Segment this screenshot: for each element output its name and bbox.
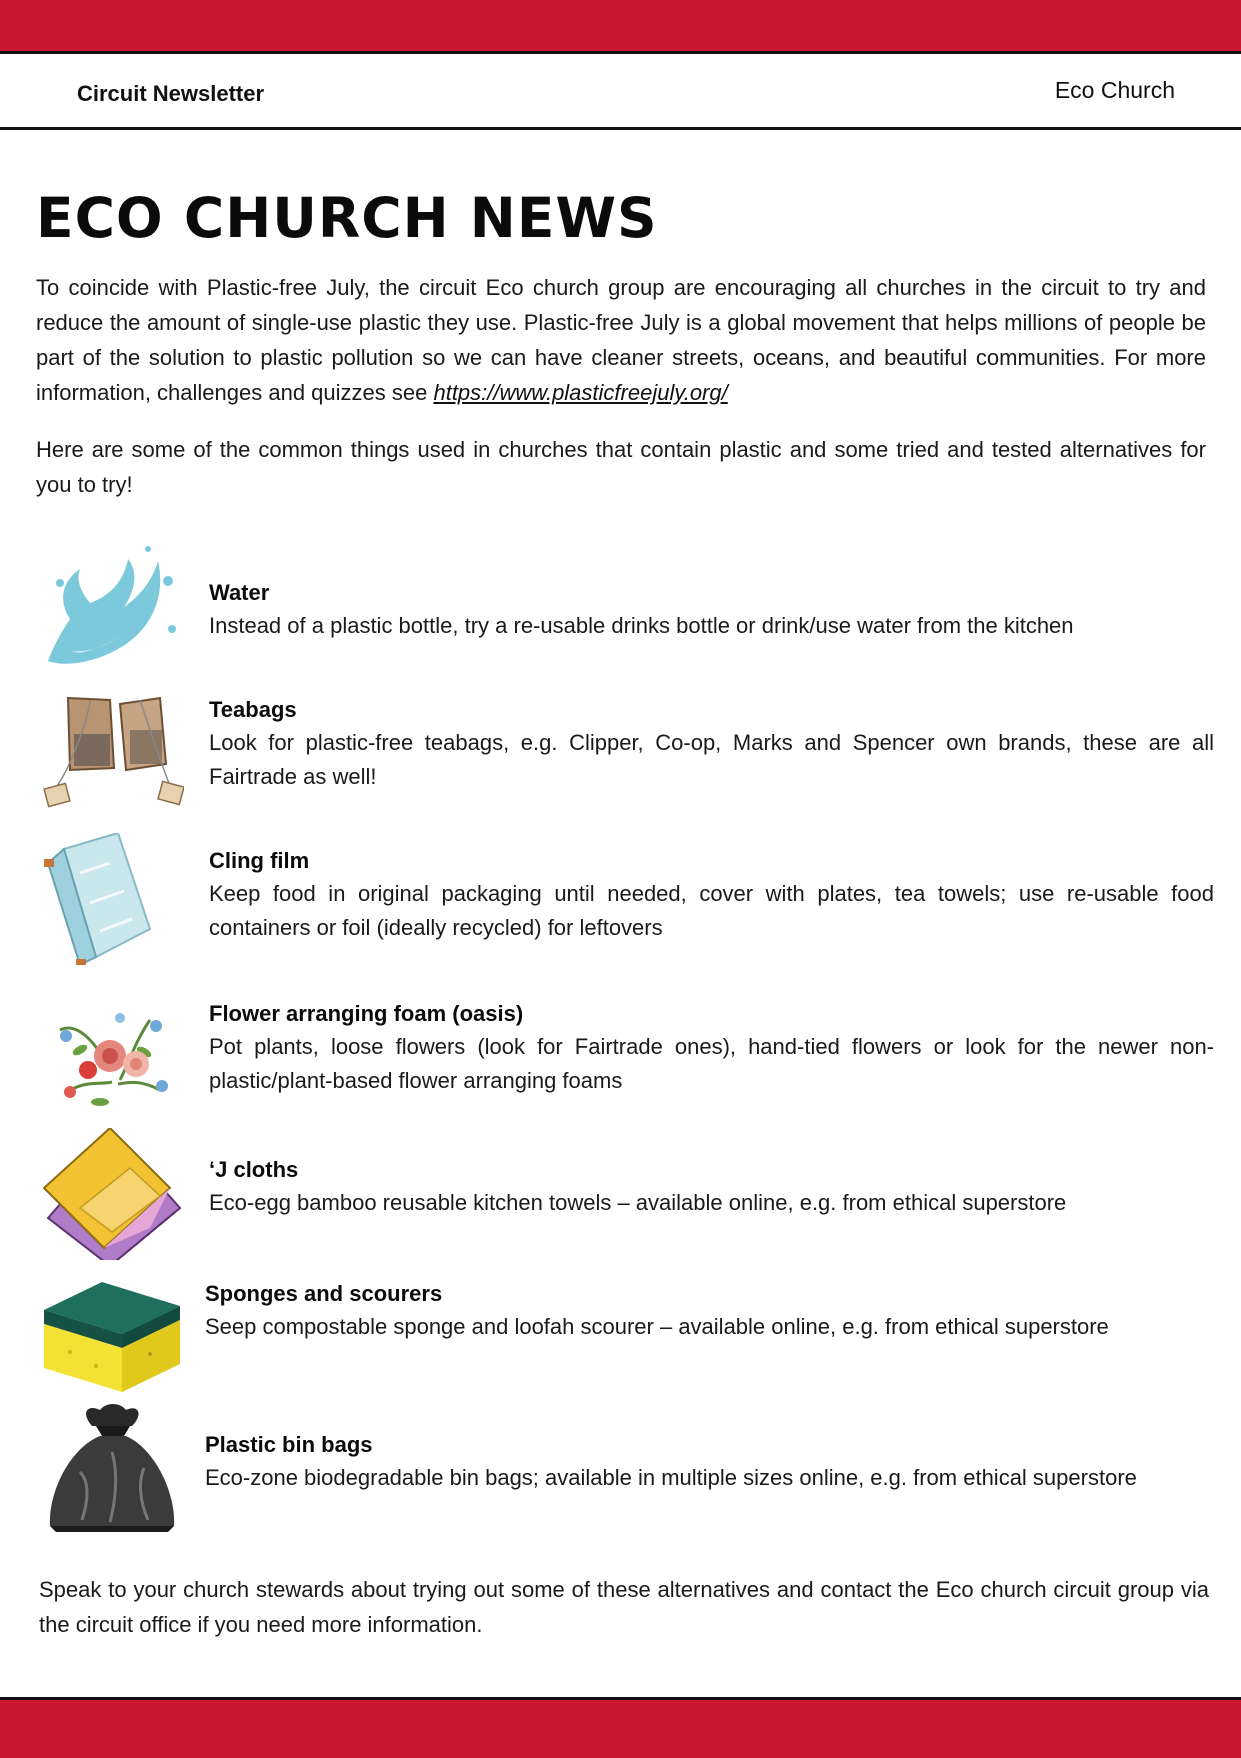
top-red-band — [0, 0, 1241, 54]
bottom-red-band — [0, 1697, 1241, 1758]
sponge-icon — [40, 1276, 184, 1408]
page-title: ECO CHURCH NEWS — [36, 186, 658, 250]
newsletter-header — [0, 54, 1241, 130]
item-description: Pot plants, loose flowers (look for Fairtrade ones), hand-tied flowers or look for the newer non-plastic/plant-based flower arranging foams — [209, 1034, 1214, 1093]
item-description: Eco-zone biodegradable bin bags; available in multiple sizes online, e.g. from ethical superstore — [205, 1465, 1137, 1490]
bin-bag-icon — [40, 1402, 184, 1534]
flowers-icon — [40, 990, 184, 1122]
item-description: Seep compostable sponge and loofah scourer – available online, e.g. from ethical superstore — [205, 1314, 1109, 1339]
item-text — [209, 1154, 1214, 1220]
water-splash-icon — [40, 541, 184, 673]
item-text — [209, 845, 1214, 945]
section-name: Eco Church — [1054, 77, 1175, 103]
item-description: Eco-egg bamboo reusable kitchen towels – available online, e.g. from ethical superstore — [209, 1190, 1067, 1215]
item-title: Flower arranging foam (oasis) — [209, 1001, 524, 1026]
item-text — [209, 998, 1214, 1098]
cling-film-icon — [40, 833, 184, 965]
item-description: Look for plastic-free teabags, e.g. Clipper, Co-op, Marks and Spencer own brands, these are all Fairtrade as well! — [209, 730, 1214, 789]
closing-paragraph: Speak to your church stewards about trying out some of these alternatives and contact the Eco church circuit group via the circuit office if you need more information. — [39, 1577, 1209, 1637]
item-text — [209, 694, 1214, 794]
item-title: Cling film — [209, 848, 310, 873]
item-text — [205, 1278, 1214, 1344]
item-description: Instead of a plastic bottle, try a re-usable drinks bottle or drink/use water from the kitchen — [209, 613, 1074, 638]
item-text — [205, 1429, 1214, 1495]
item-title: Sponges and scourers — [205, 1281, 443, 1306]
item-title: Water — [209, 580, 270, 605]
teabags-icon — [40, 690, 184, 822]
intro-paragraph — [36, 270, 1206, 410]
item-title: Teabags — [209, 697, 297, 722]
lead-paragraph: Here are some of the common things used in churches that contain plastic and some tried and tested alternatives for you to try! — [36, 437, 1206, 497]
intro-text: To coincide with Plastic-free July, the circuit Eco church group are encouraging all churches in the circuit to try and reduce the amount of single-use plastic they use. Plastic-free July is a global movement that helps millions of people be part of the solution to plastic pollution so we can have cleaner streets, oceans, and beautiful communities. For more information, challenges and quizzes see — [36, 275, 1206, 405]
item-description: Keep food in original packaging until needed, cover with plates, tea towels; use re-usable food containers or foil (ideally recycled) for leftovers — [209, 881, 1214, 940]
item-title: ‘J cloths — [209, 1157, 299, 1182]
plasticfreejuly-link[interactable]: https://www.plasticfreejuly.org/ — [433, 380, 728, 405]
cloths-icon — [40, 1128, 184, 1260]
newsletter-name: Circuit Newsletter — [77, 81, 265, 106]
item-text — [209, 577, 1214, 643]
item-title: Plastic bin bags — [205, 1432, 373, 1457]
